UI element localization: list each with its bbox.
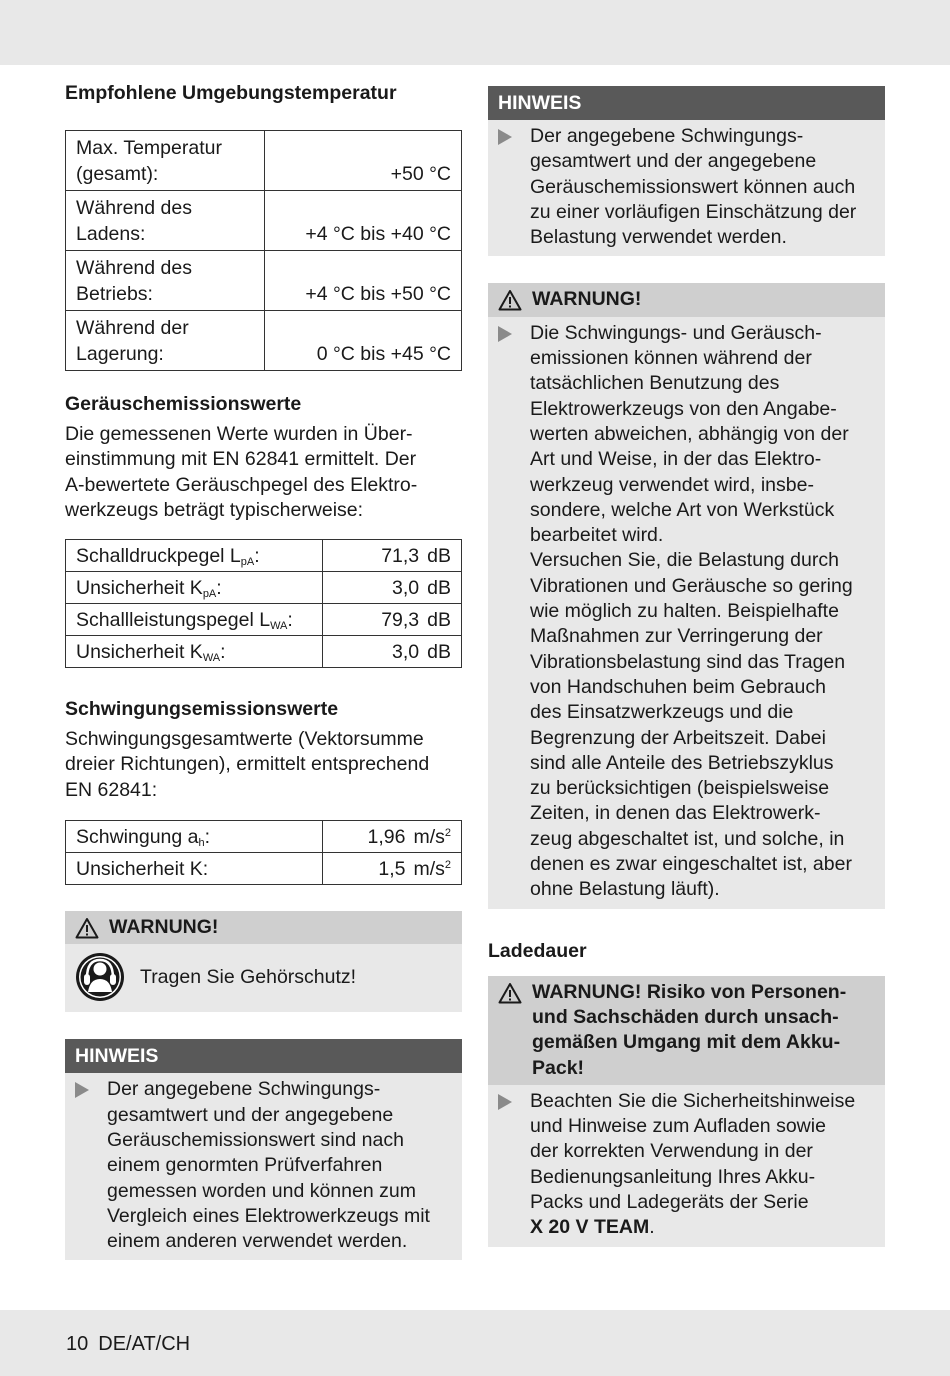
warning-box-hearing <box>65 911 462 1012</box>
page-footer <box>66 1332 190 1356</box>
table-row <box>66 636 462 668</box>
hinweis-text: Der angegebene Schwingungs- gesamtwert und der angegebene Geräuschemissionswert sind nach einem genormten Prüfverfahren gemessen worden und können zum Vergleich eines Elektrowerkzeugs mit einem anderen verwendet werden. <box>107 1078 430 1253</box>
vibration-value: 1,96 $m/s^2$ <box>323 821 462 853</box>
page-number: 10 <box>66 1333 89 1355</box>
vibration-table <box>65 820 462 885</box>
hinweis-header: HINWEIS <box>488 86 885 120</box>
warning-header <box>488 976 885 1085</box>
warning-title: WARNUNG! <box>109 916 219 939</box>
triangle-bullet-icon <box>498 124 530 250</box>
temperature-label: Während des Ladens: <box>66 191 265 251</box>
warning-title: WARNUNG! Risiko von Personen- und Sachschäden durch unsach- gemäßen Umgang mit dem Akku- Pack! <box>532 980 847 1079</box>
warning-header <box>65 911 462 944</box>
locale-label: DE/AT/CH <box>98 1333 191 1355</box>
noise-heading: Geräuschemissionswerte <box>65 393 302 415</box>
temperature-label: Während des Betriebs: <box>66 251 265 311</box>
right-column <box>488 86 885 1247</box>
noise-label: Unsicherheit $K_{pA}$: <box>66 572 323 604</box>
noise-table <box>65 539 462 668</box>
table-row <box>66 604 462 636</box>
triangle-bullet-icon <box>498 321 530 903</box>
temperature-value: +50 °C <box>265 131 462 191</box>
warning-triangle-icon <box>75 917 99 939</box>
warning-header <box>488 283 885 316</box>
ladedauer-heading: Ladedauer <box>488 939 587 962</box>
temperature-table <box>65 130 462 371</box>
noise-value: 3,0 dB <box>323 572 462 604</box>
temperature-label: Max. Temperatur (gesamt): <box>66 131 265 191</box>
noise-value: 71,3 dB <box>323 540 462 572</box>
noise-label: Unsicherheit $K_{WA}$: <box>66 636 323 668</box>
noise-text: Die gemessenen Werte wurden in Über- einstimmung mit EN 62841 ermittelt. Der A-bewertete Geräuschpegel des Elektro- werkzeugs beträgt typischerweise: <box>65 423 418 521</box>
triangle-bullet-icon <box>498 1089 530 1241</box>
table-row <box>66 853 462 885</box>
table-row <box>66 131 462 191</box>
table-row <box>66 311 462 371</box>
warning-text: Beachten Sie die Sicherheitshinweise und Hinweise zum Aufladen sowie der korrekten Verwendung in der Bedienungsanleitung Ihres Akku- Packs und Ladegeräts der Serie X 20 V TEAM. <box>530 1089 856 1239</box>
hinweis-header: HINWEIS <box>65 1039 462 1073</box>
warning-triangle-icon <box>498 982 522 1004</box>
temperature-label: Während der Lagerung: <box>66 311 265 371</box>
warning-body <box>488 317 885 909</box>
warning-text: Die Schwingungs- und Geräusch- emissionen können während der tatsächlichen Benutzung des Elektrowerkzeugs von den Angabe- werten abweichen, abhängig von der Art und Weise, in der das Elektro- werkzeug verwendet wird, insbe- sondere, welche Art von Werkstück bearbeitet wird. Versuchen Sie, die Belastung durch Vibrationen und Geräusche so gering wie möglich zu halten. Beispielhafte Maßnahmen zur Verringerung der Vibrationsbelastung sind das Tragen von Handschuhen beim Gebrauch des Einsatzwerkzeugs und die Begrenzung der Arbeitszeit. Dabei sind alle Anteile des Betriebszyklus zu berücksichtigen (beispielsweise Zeiten, in denen das Elektrowerk- zeug abgeschaltet ist, und solche, in denen es zwar eingeschaltet ist, aber ohne Belastung läuft). <box>530 321 853 901</box>
warning-title: WARNUNG! <box>532 288 642 311</box>
temperature-value: +4 °C bis +40 °C <box>265 191 462 251</box>
warning-text: Tragen Sie Gehörschutz! <box>140 965 357 988</box>
table-row <box>66 251 462 311</box>
vibration-label: Schwingung $a_h$: <box>66 821 323 853</box>
table-row <box>66 191 462 251</box>
noise-label: Schalldruckpegel $L_{pA}$: <box>66 540 323 572</box>
vibration-text: Schwingungsgesamtwerte (Vektorsumme dreier Richtungen), ermittelt entsprechend EN 62841: <box>65 728 430 801</box>
vibration-heading: Schwingungsemissionswerte <box>65 698 339 721</box>
warning-box-akku <box>488 976 885 1247</box>
left-column <box>65 80 462 1260</box>
noise-value: 79,3 dB <box>323 604 462 636</box>
hearing-protection-row <box>65 944 462 1012</box>
noise-value: 3,0 dB <box>323 636 462 668</box>
warning-triangle-icon <box>498 289 522 311</box>
warning-body <box>488 1085 885 1247</box>
table-row <box>66 821 462 853</box>
noise-label: Schallleistungspegel $L_{WA}$: <box>66 604 323 636</box>
temperature-heading: Empfohlene Umgebungstemperatur <box>65 82 397 104</box>
vibration-label: Unsicherheit K: <box>66 853 323 885</box>
table-row <box>66 540 462 572</box>
warning-box-vibration <box>488 283 885 908</box>
top-band <box>0 0 950 65</box>
hinweis-text: Der angegebene Schwingungs- gesamtwert und der angegebene Geräuschemissionswert können auch zu einer vorläufigen Einschätzung der Belastung verwendet werden. <box>530 125 857 249</box>
hinweis-body <box>488 120 885 256</box>
vibration-value: 1,5 $m/s^2$ <box>323 853 462 885</box>
temperature-value: +4 °C bis +50 °C <box>265 251 462 311</box>
hinweis-box-left <box>65 1039 462 1260</box>
triangle-bullet-icon <box>75 1077 107 1254</box>
ear-protection-icon <box>75 952 125 1002</box>
temperature-value: 0 °C bis +45 °C <box>265 311 462 371</box>
hinweis-body <box>65 1073 462 1260</box>
table-row <box>66 572 462 604</box>
hinweis-box-right <box>488 86 885 256</box>
